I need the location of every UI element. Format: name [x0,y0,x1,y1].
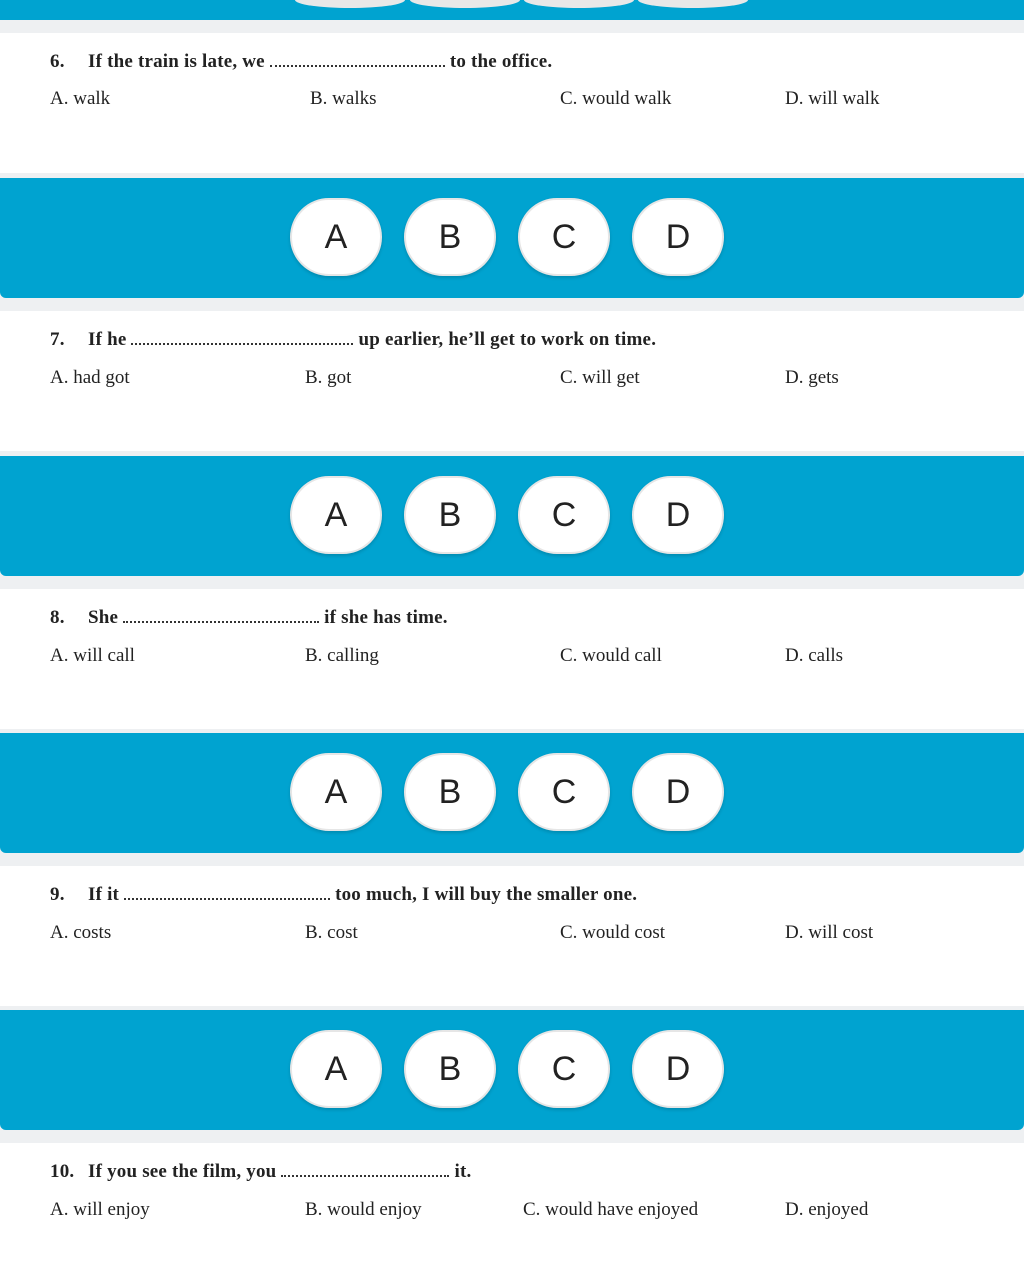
question-stem-start: If the train is late, we [88,51,265,72]
option-a: A. costs [50,922,112,943]
option-d: D. gets [785,367,839,388]
question-stem-start: If he [88,329,127,350]
choice-button-c[interactable]: C [518,476,610,554]
option-b: B. cost [305,922,358,943]
choice-button-a[interactable]: A [290,753,382,831]
option-c: C. would walk [560,88,672,109]
option-d: D. will walk [785,88,880,109]
answer-blank [281,1162,449,1177]
choice-button-b[interactable]: B [404,476,496,554]
choice-button-d[interactable]: D [632,198,724,276]
choice-row [0,476,1024,558]
option-a: A. had got [50,367,130,388]
choice-button-d[interactable]: D [632,476,724,554]
choice-button-b[interactable]: B [404,1030,496,1108]
question-stem-end: to the office. [449,51,553,72]
answer-bar-6 [0,178,1024,298]
question-stem-start: If it [88,884,120,905]
option-c: C. would call [560,645,662,666]
choice-row [0,753,1024,835]
answer-blank [270,52,445,67]
choice-button-d[interactable]: D [632,753,724,831]
choice-row [0,198,1024,280]
choice-button-c[interactable]: C [518,753,610,831]
question-stem-end: it. [454,1161,472,1182]
question-card-7 [0,311,1024,451]
answer-bar-prev [0,0,1024,20]
question-number: 7. [50,329,65,350]
question-card-10 [0,1143,1024,1280]
answer-blank [131,330,353,345]
option-d: D. will cost [785,922,874,943]
option-b: B. calling [305,645,379,666]
choice-row [0,1030,1024,1112]
choice-edge [638,0,748,8]
choice-edge [524,0,634,8]
question-card-8 [0,589,1024,729]
choice-button-c[interactable]: C [518,1030,610,1108]
choice-button-d[interactable]: D [632,1030,724,1108]
choice-button-b[interactable]: B [404,198,496,276]
choice-edge [295,0,405,8]
option-c: C. would have enjoyed [523,1199,699,1220]
answer-blank [124,885,330,900]
question-stem-end: too much, I will buy the smaller one. [335,884,638,905]
option-b: B. walks [310,88,377,109]
choice-button-a[interactable]: A [290,1030,382,1108]
choice-button-c[interactable]: C [518,198,610,276]
question-stem-start: She [88,607,119,628]
answer-bar-8 [0,733,1024,853]
question-stem-end: if she has time. [324,607,448,628]
question-number: 8. [50,607,65,628]
option-a: A. walk [50,88,111,109]
question-number: 10. [50,1161,75,1182]
choice-button-b[interactable]: B [404,753,496,831]
question-stem-start: If you see the film, you [88,1161,277,1182]
question-card-6 [0,33,1024,173]
question-text [50,329,656,351]
answer-bar-7 [0,456,1024,576]
choice-button-a[interactable]: A [290,476,382,554]
question-text [50,51,552,73]
question-text [50,607,448,629]
option-d: D. calls [785,645,844,666]
option-c: C. would cost [560,922,666,943]
answer-blank [123,608,319,623]
option-d: D. enjoyed [785,1199,869,1220]
option-b: B. got [305,367,352,388]
answer-bar-9 [0,1010,1024,1130]
question-number: 6. [50,51,65,72]
option-c: C. will get [560,367,640,388]
option-b: B. would enjoy [305,1199,422,1220]
question-text [50,884,637,906]
choice-button-a[interactable]: A [290,198,382,276]
option-a: A. will call [50,645,135,666]
question-card-9 [0,866,1024,1006]
question-text [50,1161,471,1183]
question-stem-end: up earlier, he’ll get to work on time. [358,329,657,350]
question-number: 9. [50,884,65,905]
option-a: A. will enjoy [50,1199,150,1220]
choice-edge [410,0,520,8]
